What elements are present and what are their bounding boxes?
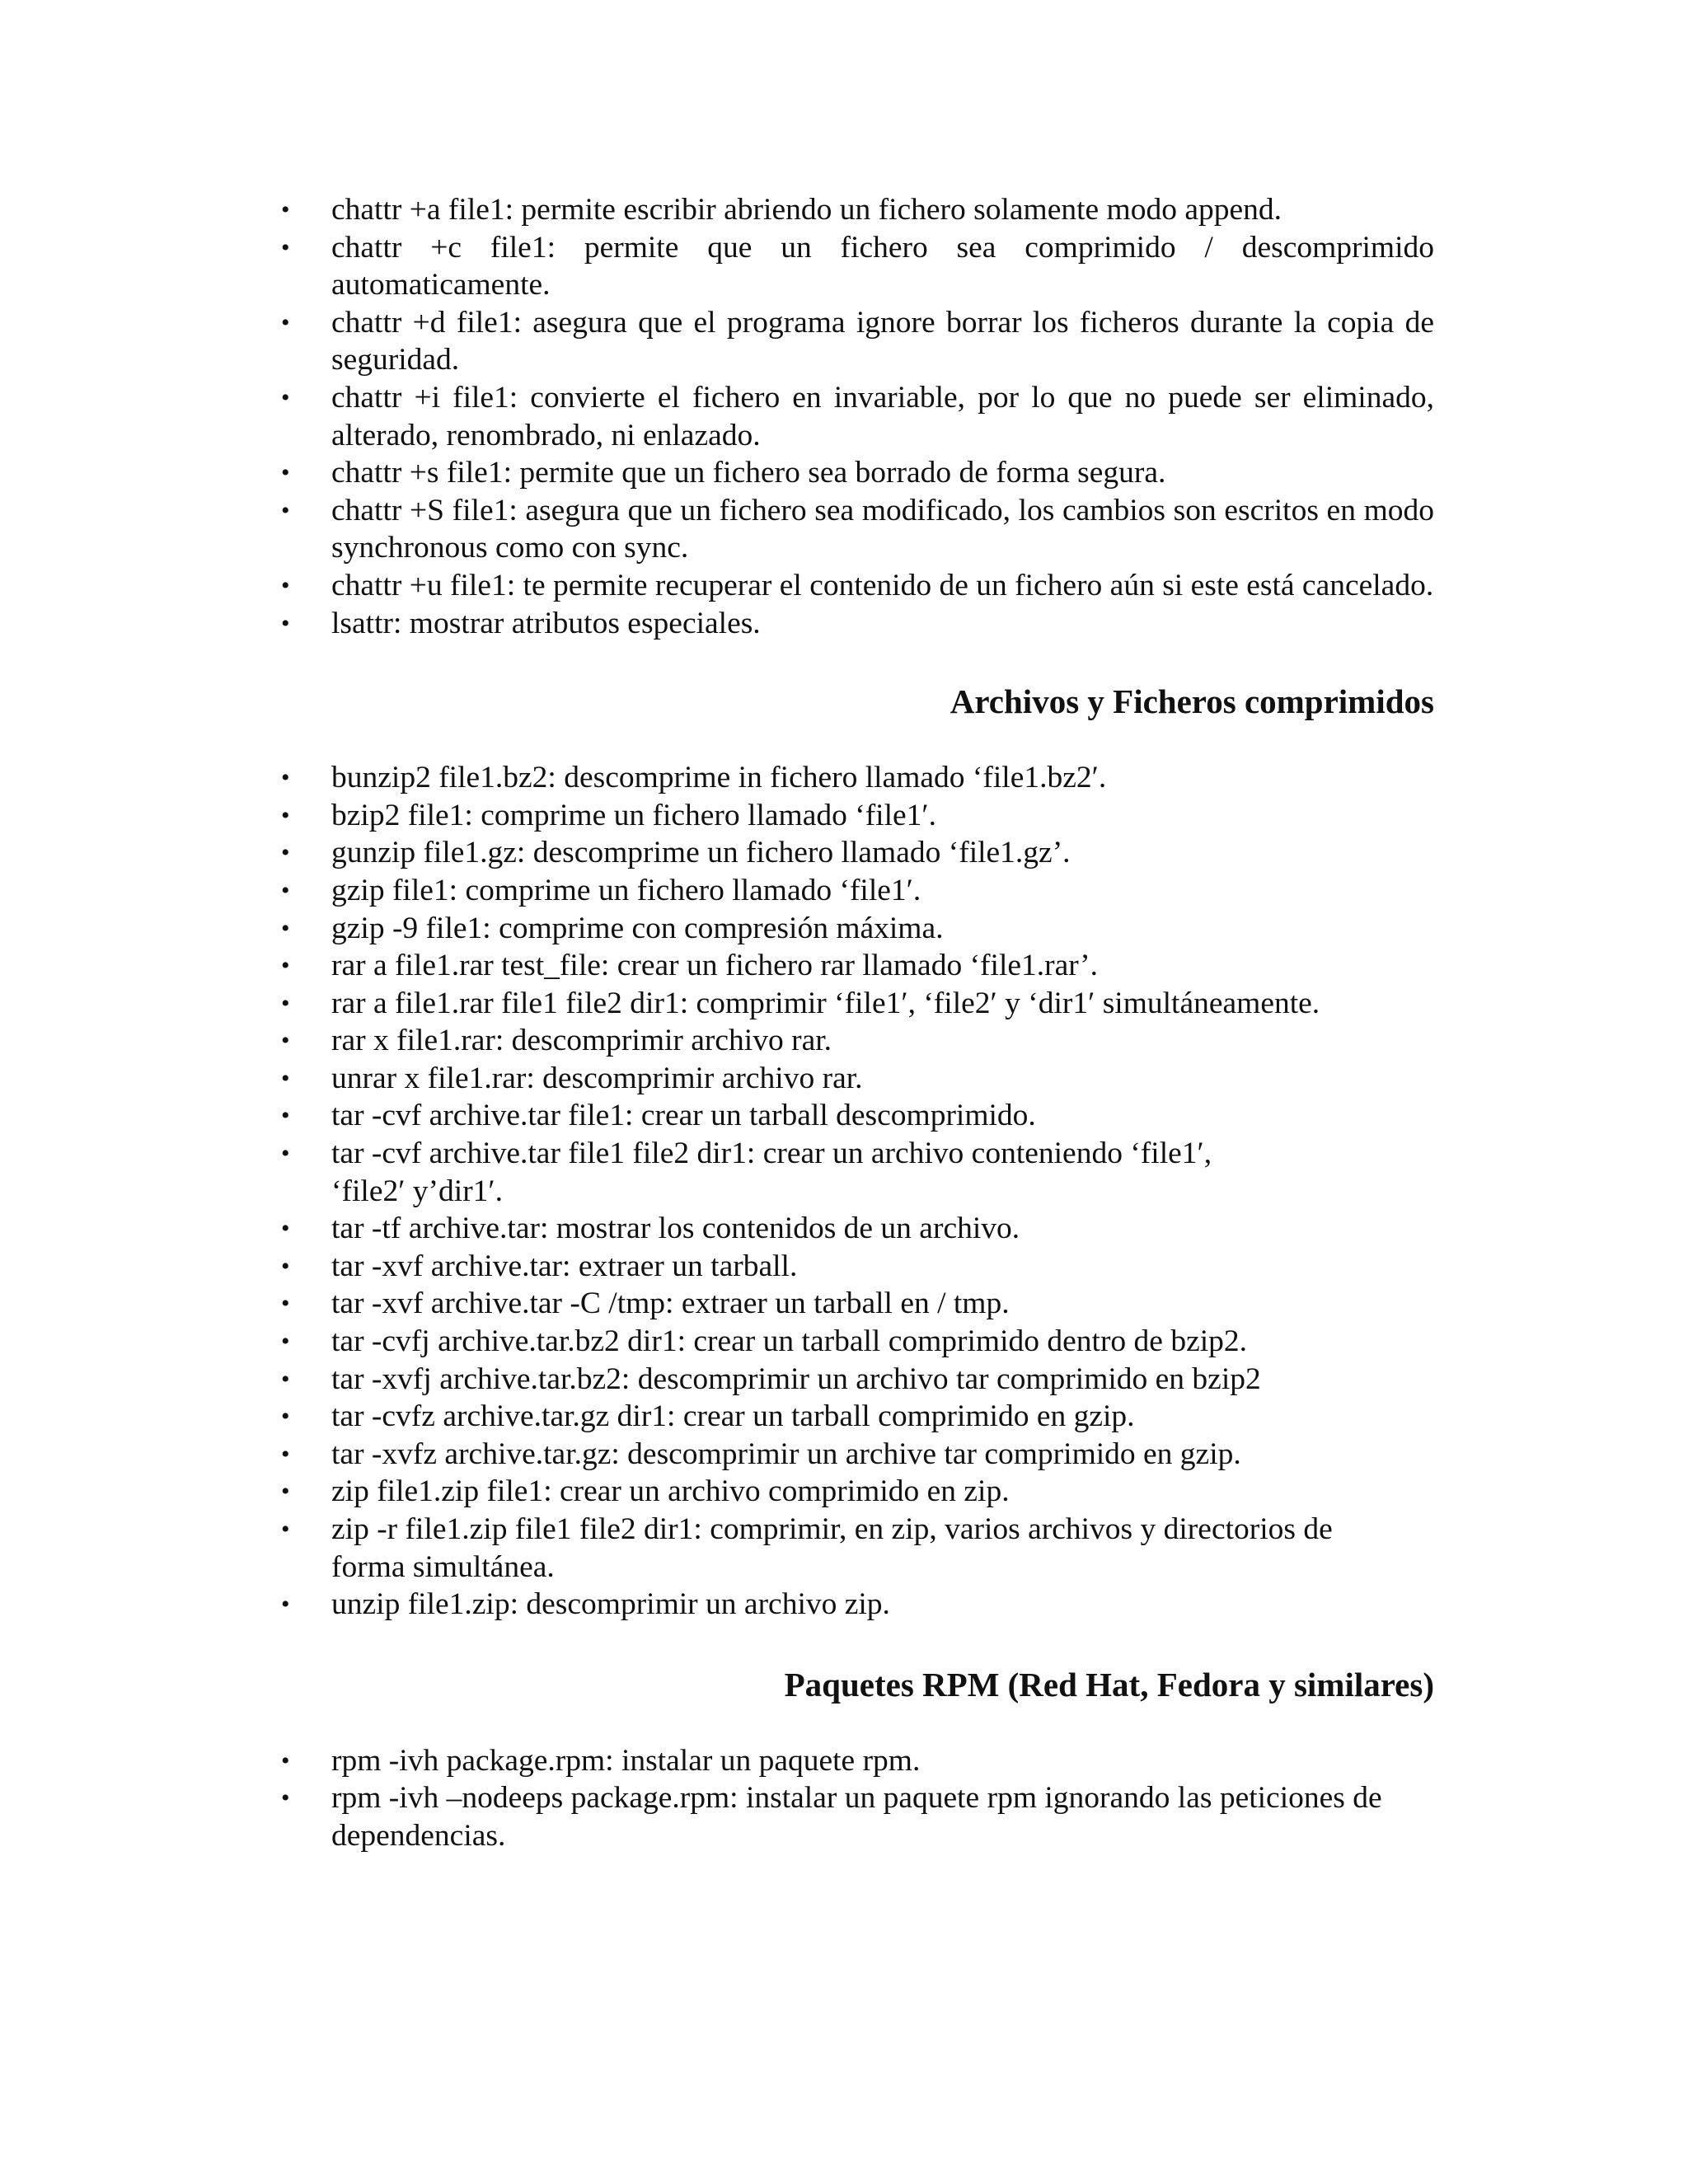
bullet-icon: • (281, 764, 290, 792)
list-item (276, 1022, 1434, 1060)
bullet-icon: • (281, 952, 290, 980)
list-item-text: unzip file1.zip: descomprimir un archivo zip. (331, 1587, 890, 1622)
list-item-text: gzip -9 file1: comprime con compresión máxima. (331, 911, 944, 945)
list-item (276, 1210, 1434, 1248)
bullet-icon: • (281, 1784, 290, 1812)
list-item (276, 1511, 1434, 1586)
list-item (276, 910, 1434, 948)
list-item (276, 1779, 1434, 1854)
list-item (276, 492, 1434, 567)
bullet-icon: • (281, 1290, 290, 1318)
list-item (276, 229, 1434, 304)
list-item-text: gzip file1: comprime un fichero llamado ‘file1′. (331, 873, 921, 907)
list-item (276, 191, 1434, 229)
bullet-icon: • (281, 1403, 290, 1431)
list-item-text: unrar x file1.rar: descomprimir archivo rar. (331, 1061, 863, 1095)
list-item (276, 1135, 1434, 1210)
bullet-icon: • (281, 914, 290, 942)
list-item-text: tar -cvf archive.tar file1: crear un tarball descomprimido. (331, 1099, 1036, 1133)
list-item (276, 834, 1434, 872)
list-item (276, 1285, 1434, 1323)
section-title-archivos: Archivos y Ficheros comprimidos (950, 682, 1434, 721)
list-item (276, 1248, 1434, 1286)
bullet-icon: • (281, 801, 290, 829)
bullet-icon: • (281, 1591, 290, 1619)
list-item (276, 1742, 1434, 1780)
list-item-text: tar -xvf archive.tar -C /tmp: extraer un tarball en / tmp. (331, 1286, 1010, 1321)
list-item-text: tar -cvf archive.tar file1 file2 dir1: crear un archivo conteniendo ‘file1′, ‘file2′ y’dir1′. (331, 1137, 1212, 1208)
list-item (276, 872, 1434, 910)
bullet-icon: • (281, 1140, 290, 1168)
chattr-list (276, 191, 1434, 642)
list-item (276, 759, 1434, 797)
list-item (276, 1361, 1434, 1399)
bullet-icon: • (281, 383, 290, 411)
list-item-text: chattr +S file1: asegura que un fichero sea modificado, los cambios son escritos en modo synchronous como con sync. (331, 493, 1434, 565)
bullet-icon: • (281, 1252, 290, 1280)
list-item-text: rar x file1.rar: descomprimir archivo rar. (331, 1024, 832, 1058)
list-item (276, 304, 1434, 379)
list-item-text: tar -xvfj archive.tar.bz2: descomprimir un archivo tar comprimido en bzip2 (331, 1361, 1261, 1396)
list-item-text: chattr +a file1: permite escribir abriendo un fichero solamente modo append. (331, 193, 1282, 227)
bullet-icon: • (281, 1365, 290, 1393)
bullet-icon: • (281, 989, 290, 1017)
list-item (276, 1323, 1434, 1361)
list-item (276, 379, 1434, 454)
list-item-text: zip file1.zip file1: crear un archivo comprimido en zip. (331, 1474, 1010, 1509)
bullet-icon: • (281, 308, 290, 336)
list-item-text: rpm -ivh –nodeeps package.rpm: instalar un paquete rpm ignorando las peticiones de dependencias. (331, 1781, 1382, 1853)
list-item (276, 1436, 1434, 1474)
list-item-text: rpm -ivh package.rpm: instalar un paquete rpm. (331, 1743, 921, 1778)
list-item-text: chattr +d file1: asegura que el programa ignore borrar los ficheros durante la copia de seguridad. (331, 305, 1434, 377)
list-item-text: bunzip2 file1.bz2: descomprime in fichero llamado ‘file1.bz2′. (331, 761, 1107, 795)
bullet-icon: • (281, 1215, 290, 1243)
bullet-icon: • (281, 459, 290, 487)
bullet-icon: • (281, 1440, 290, 1468)
list-item-text: gunzip file1.gz: descomprime un fichero llamado ‘file1.gz’. (331, 836, 1071, 870)
bullet-icon: • (281, 609, 290, 637)
archivos-list (276, 759, 1434, 1624)
list-item-text: tar -cvfj archive.tar.bz2 dir1: crear un tarball comprimido dentro de bzip2. (331, 1324, 1248, 1359)
list-item (276, 567, 1434, 605)
list-item-text: bzip2 file1: comprime un fichero llamado ‘file1′. (331, 798, 936, 832)
list-item (276, 797, 1434, 835)
list-item (276, 1398, 1434, 1436)
bullet-icon: • (281, 876, 290, 904)
section-title-rpm: Paquetes RPM (Red Hat, Fedora y similares) (784, 1665, 1434, 1704)
list-item-text: tar -cvfz archive.tar.gz dir1: crear un tarball comprimido en gzip. (331, 1399, 1135, 1434)
bullet-icon: • (281, 1064, 290, 1092)
rpm-list (276, 1742, 1434, 1855)
bullet-icon: • (281, 1027, 290, 1055)
page-content (276, 191, 1434, 1855)
list-item (276, 947, 1434, 985)
list-item-text: tar -tf archive.tar: mostrar los contenidos de un archivo. (331, 1212, 1020, 1246)
list-item-text: rar a file1.rar test_file: crear un fichero rar llamado ‘file1.rar’. (331, 949, 1099, 983)
list-item-text: chattr +i file1: convierte el fichero en invariable, por lo que no puede ser eliminado, alterado, renombrado, ni enlazado. (331, 380, 1434, 452)
list-item (276, 1060, 1434, 1098)
list-item (276, 605, 1434, 643)
bullet-icon: • (281, 1516, 290, 1543)
list-item-text: chattr +u file1: te permite recuperar el contenido de un fichero aún si este está cancelado. (331, 568, 1434, 602)
bullet-icon: • (281, 196, 290, 223)
bullet-icon: • (281, 1478, 290, 1506)
list-item (276, 985, 1434, 1023)
list-item-text: lsattr: mostrar atributos especiales. (331, 606, 761, 640)
list-item-text: chattr +s file1: permite que un fichero sea borrado de forma segura. (331, 456, 1166, 490)
list-item-text: rar a file1.rar file1 file2 dir1: comprimir ‘file1′, ‘file2′ y ‘dir1′ simultáneamente. (331, 986, 1320, 1020)
bullet-icon: • (281, 1328, 290, 1356)
bullet-icon: • (281, 233, 290, 261)
list-item-text: zip -r file1.zip file1 file2 dir1: comprimir, en zip, varios archivos y directorios de forma simultánea. (331, 1512, 1333, 1584)
list-item (276, 454, 1434, 492)
list-item (276, 1586, 1434, 1624)
bullet-icon: • (281, 1746, 290, 1774)
bullet-icon: • (281, 571, 290, 599)
bullet-icon: • (281, 1102, 290, 1130)
bullet-icon: • (281, 496, 290, 524)
bullet-icon: • (281, 839, 290, 867)
list-item (276, 1097, 1434, 1135)
list-item-text: chattr +c file1: permite que un fichero sea comprimido / descomprimido automaticamente. (331, 230, 1434, 302)
list-item (276, 1473, 1434, 1511)
list-item-text: tar -xvfz archive.tar.gz: descomprimir un archive tar comprimido en gzip. (331, 1436, 1241, 1471)
list-item-text: tar -xvf archive.tar: extraer un tarball. (331, 1249, 798, 1283)
